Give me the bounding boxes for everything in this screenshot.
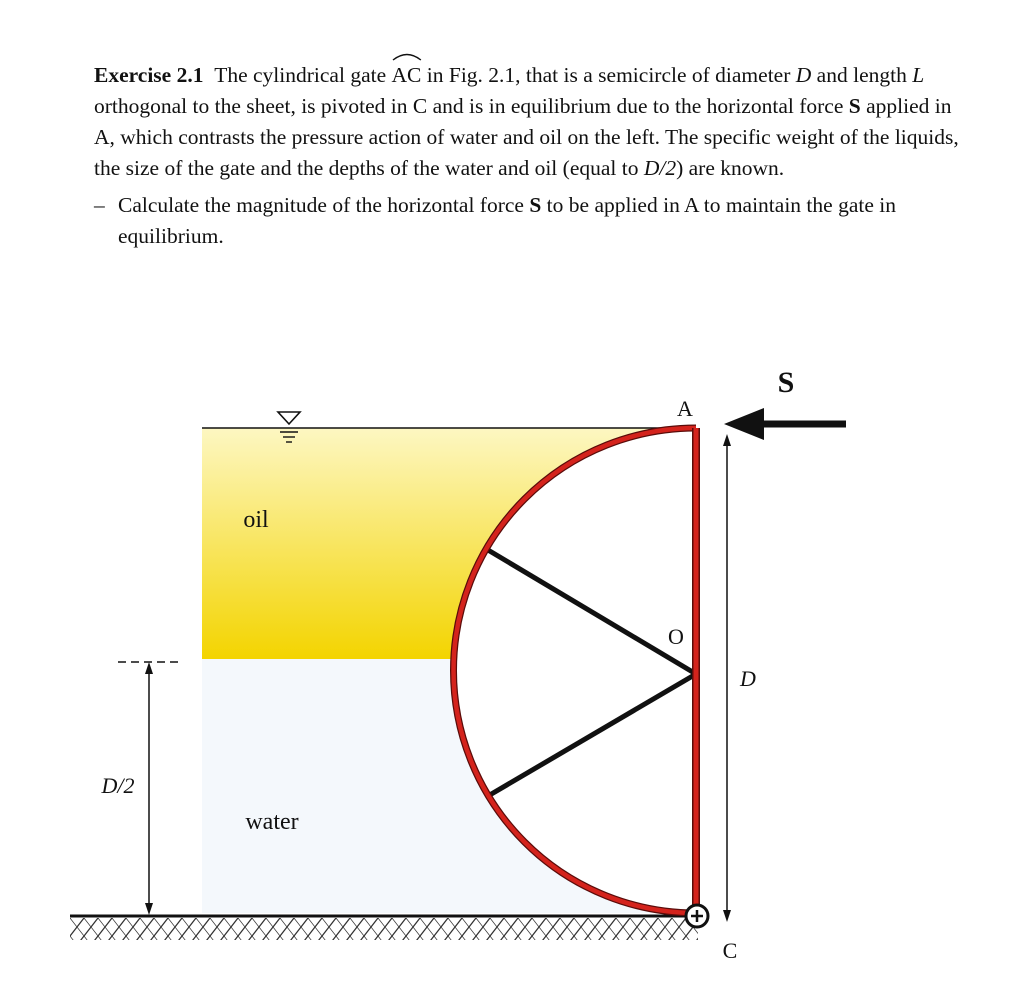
label-half-d: D/2	[101, 773, 135, 798]
task-symbol-s: S	[529, 193, 542, 217]
task-dash: –	[94, 193, 105, 217]
symbol-half-d: D/2	[643, 156, 677, 180]
task-part: Calculate the magnitude of the horizontal force	[118, 193, 530, 217]
water-region	[202, 659, 696, 913]
statement-part: applied in A, which contrasts the pressure action of water and oil on the left. The specific weight of the liquids, the size of the gate and the depths of the water and oil (equal to	[94, 94, 959, 180]
statement-part: The cylindrical gate	[214, 63, 392, 87]
statement-part: ) are known.	[676, 156, 785, 180]
label-water: water	[245, 809, 299, 835]
pivot-icon	[686, 905, 708, 927]
label-c: C	[722, 938, 738, 963]
task-part: to be applied in A to maintain the gate in equilibrium.	[118, 193, 896, 248]
symbol-d: D	[795, 63, 812, 87]
label-a: A	[677, 396, 693, 421]
exercise-number: Exercise 2.1	[94, 63, 204, 87]
ground-hatch	[70, 918, 698, 940]
label-d: D	[740, 666, 756, 691]
statement-part: in Fig. 2.1, that is a semicircle of diameter	[421, 63, 796, 87]
statement-part: orthogonal to the sheet, is pivoted in C and is in equilibrium due to the horizontal force	[94, 94, 849, 118]
statement-part: and length	[811, 63, 913, 87]
force-arrow-icon	[724, 408, 846, 440]
strut-lower	[488, 674, 696, 796]
label-oil: oil	[243, 507, 269, 533]
strut-upper	[488, 550, 696, 674]
label-s: S	[777, 366, 795, 399]
oil-region	[202, 428, 696, 659]
dimension-d	[723, 434, 731, 922]
symbol-l: L	[912, 63, 925, 87]
gate-name: AC	[391, 63, 422, 87]
symbol-s: S	[848, 94, 861, 118]
label-o: O	[668, 624, 684, 649]
